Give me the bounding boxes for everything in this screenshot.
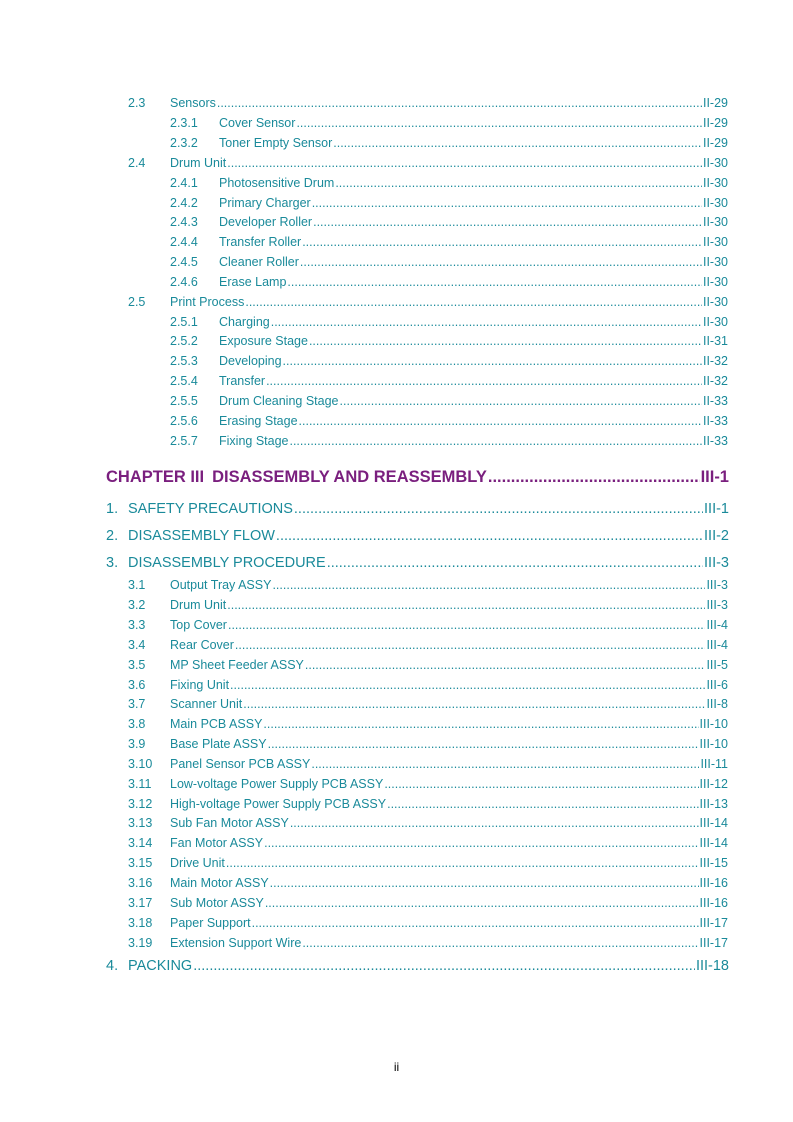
toc-entry-title: High-voltage Power Supply PCB ASSY (170, 797, 387, 811)
dot-leader (290, 816, 699, 830)
toc-entry[interactable] (106, 528, 729, 544)
toc-entry-number: 3.9 (128, 737, 146, 751)
toc-entry-number: 2.5.3 (170, 354, 198, 368)
dot-leader (193, 958, 695, 974)
toc-entry-page: II-33 (702, 394, 728, 408)
dot-leader (287, 275, 702, 289)
toc-entry[interactable] (128, 658, 728, 672)
toc-entry[interactable] (128, 697, 728, 711)
toc-entry-number: 2.4.4 (170, 235, 198, 249)
toc-entry[interactable] (128, 757, 728, 771)
toc-entry-title: Fan Motor ASSY (170, 836, 264, 850)
toc-entry-page: III-4 (706, 638, 728, 652)
toc-entry-page: III-14 (699, 816, 728, 830)
toc-entry-title: Paper Support (170, 916, 251, 930)
toc-entry-page: II-30 (702, 275, 728, 289)
toc-entry-page: II-33 (702, 414, 728, 428)
dot-leader (270, 876, 699, 890)
toc-entry[interactable] (128, 578, 728, 592)
toc-entry-page: III-1 (704, 501, 729, 517)
toc-entry[interactable] (128, 896, 728, 910)
toc-entry[interactable] (128, 598, 728, 612)
toc-entry-number: CHAPTER III (106, 468, 205, 486)
toc-entry-title: Low-voltage Power Supply PCB ASSY (170, 777, 384, 791)
toc-entry[interactable] (128, 618, 728, 632)
toc-entry-title: Primary Charger (219, 196, 311, 210)
toc-entry[interactable] (128, 96, 728, 110)
toc-entry-number: 2. (106, 528, 119, 544)
toc-entry[interactable] (170, 394, 728, 408)
toc-entry-number: 2.4.3 (170, 215, 198, 229)
toc-entry-title: MP Sheet Feeder ASSY (170, 658, 304, 672)
dot-leader (302, 936, 698, 950)
toc-entry-title: Exposure Stage (219, 334, 308, 348)
toc-entry-page: II-30 (702, 235, 728, 249)
dot-leader (327, 555, 703, 571)
toc-entry-number: 3.3 (128, 618, 146, 632)
dot-leader (230, 678, 705, 692)
toc-entry-page: II-30 (702, 156, 728, 170)
toc-entry-number: 2.5.2 (170, 334, 198, 348)
toc-entry-title: Transfer (219, 374, 266, 388)
toc-entry[interactable] (170, 215, 728, 229)
toc-entry-number: 3.18 (128, 916, 153, 930)
toc-entry-number: 3.12 (128, 797, 153, 811)
toc-entry-number: 2.3.1 (170, 116, 198, 130)
toc-entry-page: III-16 (699, 876, 728, 890)
dot-leader (340, 394, 702, 408)
toc-entry-number: 3.4 (128, 638, 146, 652)
toc-entry-number: 2.5 (128, 295, 146, 309)
toc-entry[interactable] (128, 856, 728, 870)
toc-entry-number: 3.16 (128, 876, 153, 890)
toc-entry[interactable] (128, 816, 728, 830)
toc-entry-title: Developing (219, 354, 282, 368)
toc-entry-number: 2.4 (128, 156, 146, 170)
toc-entry-page: III-11 (700, 757, 728, 771)
toc-entry-page: II-30 (702, 295, 728, 309)
dot-leader (263, 717, 698, 731)
toc-entry-page: III-15 (699, 856, 728, 870)
dot-leader (311, 757, 699, 771)
toc-entry-title: Print Process (170, 295, 245, 309)
toc-entry-title: DISASSEMBLY PROCEDURE (128, 555, 326, 571)
toc-entry-title: Transfer Roller (219, 235, 302, 249)
toc-entry[interactable] (106, 958, 729, 974)
toc-entry-page: III-6 (706, 678, 728, 692)
toc-entry-title: PACKING (128, 958, 193, 974)
toc-entry-title: Drum Unit (170, 156, 227, 170)
dot-leader (333, 136, 702, 150)
toc-entry-title: DISASSEMBLY AND REASSEMBLY (212, 468, 487, 486)
dot-leader (227, 156, 702, 170)
toc-entry-title: Sub Fan Motor ASSY (170, 816, 289, 830)
dot-leader (226, 856, 699, 870)
dot-leader (294, 501, 703, 517)
toc-entry[interactable] (170, 116, 728, 130)
toc-entry-page: III-10 (699, 717, 728, 731)
dot-leader (217, 96, 702, 110)
toc-entry-title: Drive Unit (170, 856, 225, 870)
toc-entry-number: 3.14 (128, 836, 153, 850)
toc-entry-page: III-14 (699, 836, 728, 850)
toc-entry[interactable] (128, 797, 728, 811)
toc-entry-page: II-29 (702, 96, 728, 110)
toc-entry-number: 3.17 (128, 896, 153, 910)
toc-entry[interactable] (128, 876, 728, 890)
dot-leader (387, 797, 698, 811)
dot-leader (271, 315, 702, 329)
toc-entry[interactable] (170, 176, 728, 190)
toc-entry-number: 3.13 (128, 816, 153, 830)
toc-entry[interactable] (106, 555, 729, 571)
toc-entry-number: 3.7 (128, 697, 146, 711)
toc-entry-number: 2.5.5 (170, 394, 198, 408)
toc-entry-number: 3.6 (128, 678, 146, 692)
toc-entry-page: III-3 (706, 578, 728, 592)
toc-entry-page: II-29 (702, 116, 728, 130)
toc-entry-page: II-30 (702, 315, 728, 329)
toc-entry-number: 2.5.1 (170, 315, 198, 329)
dot-leader (309, 334, 702, 348)
toc-entry[interactable] (128, 678, 728, 692)
toc-entry-title: Photosensitive Drum (219, 176, 335, 190)
toc-entry-title: Extension Support Wire (170, 936, 302, 950)
toc-entry-page: III-16 (699, 896, 728, 910)
page-number: ii (393, 1060, 400, 1074)
toc-entry-page: II-31 (702, 334, 728, 348)
toc-entry-title: Base Plate ASSY (170, 737, 267, 751)
dot-leader (313, 215, 702, 229)
toc-entry-number: 2.4.1 (170, 176, 198, 190)
toc-entry-title: Panel Sensor PCB ASSY (170, 757, 311, 771)
toc-entry[interactable] (128, 916, 728, 930)
toc-entry-number: 1. (106, 501, 119, 517)
toc-entry-title: Main Motor ASSY (170, 876, 269, 890)
dot-leader (228, 618, 705, 632)
toc-entry[interactable] (106, 501, 729, 517)
toc-entry-title: Sub Motor ASSY (170, 896, 264, 910)
dot-leader (312, 196, 702, 210)
toc-entry-page: II-30 (702, 196, 728, 210)
toc-entry[interactable] (128, 717, 728, 731)
dot-leader (335, 176, 702, 190)
dot-leader (235, 638, 706, 652)
toc-entry-title: Charging (219, 315, 270, 329)
toc-entry[interactable] (128, 936, 728, 950)
toc-entry-title: Cleaner Roller (219, 255, 299, 269)
toc-entry-title: Toner Empty Sensor (219, 136, 333, 150)
toc-entry-page: II-29 (702, 136, 728, 150)
toc-entry-number: 2.3 (128, 96, 146, 110)
toc-entry[interactable] (106, 468, 729, 487)
toc-entry[interactable] (170, 235, 728, 249)
toc-entry-title: Drum Unit (170, 598, 227, 612)
toc-entry-number: 3.5 (128, 658, 146, 672)
toc-entry-title: Cover Sensor (219, 116, 296, 130)
dot-leader (305, 658, 706, 672)
toc-entry-page: III-17 (699, 916, 728, 930)
toc-entry[interactable] (170, 414, 728, 428)
toc-entry-title: Developer Roller (219, 215, 313, 229)
toc-entry-title: Drum Cleaning Stage (219, 394, 339, 408)
dot-leader (384, 777, 698, 791)
toc-entry-page: III-3 (704, 555, 729, 571)
dot-leader (268, 737, 699, 751)
toc-entry[interactable] (170, 334, 728, 348)
toc-entry[interactable] (170, 275, 728, 289)
toc-entry[interactable] (170, 354, 728, 368)
toc-entry-page: III-1 (700, 468, 729, 486)
toc-entry-number: 3.1 (128, 578, 146, 592)
dot-leader (296, 116, 702, 130)
dot-leader (276, 528, 703, 544)
toc-entry-page: III-5 (706, 658, 728, 672)
toc-entry-number: 2.5.4 (170, 374, 198, 388)
toc-entry[interactable] (170, 434, 728, 448)
dot-leader (488, 468, 700, 487)
toc-entry[interactable] (128, 156, 728, 170)
toc-entry-title: Fixing Unit (170, 678, 230, 692)
toc-entry-page: II-30 (702, 255, 728, 269)
toc-entry-title: Output Tray ASSY (170, 578, 272, 592)
toc-entry-number: 4. (106, 958, 119, 974)
toc-entry-page: III-17 (699, 936, 728, 950)
toc-entry[interactable] (170, 196, 728, 210)
toc-entry-number: 2.4.2 (170, 196, 198, 210)
dot-leader (302, 235, 702, 249)
toc-entry-title: Erasing Stage (219, 414, 298, 428)
toc-entry-page: III-8 (706, 697, 728, 711)
toc-entry-page: II-32 (702, 354, 728, 368)
toc-entry-number: 3.19 (128, 936, 153, 950)
dot-leader (245, 295, 702, 309)
toc-entry-number: 2.4.5 (170, 255, 198, 269)
toc-entry-title: Sensors (170, 96, 216, 110)
dot-leader (283, 354, 702, 368)
toc-entry[interactable] (128, 737, 728, 751)
toc-entry[interactable] (170, 315, 728, 329)
toc-entry-number: 2.3.2 (170, 136, 198, 150)
toc-entry-title: Scanner Unit (170, 697, 243, 711)
toc-entry-title: Main PCB ASSY (170, 717, 263, 731)
toc-entry[interactable] (128, 777, 728, 791)
toc-entry[interactable] (170, 136, 728, 150)
toc-entry[interactable] (128, 638, 728, 652)
toc-entry-number: 3.2 (128, 598, 146, 612)
toc-entry-title: SAFETY PRECAUTIONS (128, 501, 293, 517)
dot-leader (265, 896, 699, 910)
toc-entry[interactable] (128, 836, 728, 850)
toc-entry-title: Fixing Stage (219, 434, 289, 448)
toc-entry-number: 3.10 (128, 757, 153, 771)
toc-entry-number: 3.11 (128, 777, 152, 791)
toc-entry-number: 3. (106, 555, 119, 571)
toc-entry-number: 2.5.6 (170, 414, 198, 428)
toc-entry-page: III-2 (704, 528, 729, 544)
toc-entry-title: Top Cover (170, 618, 227, 632)
toc-entry[interactable] (128, 295, 728, 309)
toc-entry-title: Erase Lamp (219, 275, 287, 289)
dot-leader (289, 434, 702, 448)
toc-entry-title: DISASSEMBLY FLOW (128, 528, 275, 544)
toc-entry[interactable] (170, 374, 728, 388)
toc-entry-page: II-33 (702, 434, 728, 448)
dot-leader (252, 916, 699, 930)
dot-leader (299, 414, 702, 428)
dot-leader (272, 578, 705, 592)
toc-entry-page: III-4 (706, 618, 728, 632)
toc-entry-page: III-13 (699, 797, 728, 811)
dot-leader (243, 697, 705, 711)
dot-leader (266, 374, 702, 388)
toc-entry-number: 2.5.7 (170, 434, 198, 448)
toc-entry-page: III-12 (699, 777, 728, 791)
dot-leader (227, 598, 705, 612)
toc-entry[interactable] (170, 255, 728, 269)
toc-entry-page: III-10 (699, 737, 728, 751)
toc-entry-page: III-3 (706, 598, 728, 612)
toc-entry-page: III-18 (695, 958, 729, 974)
toc-entry-page: II-30 (702, 215, 728, 229)
toc-entry-page: II-30 (702, 176, 728, 190)
dot-leader (264, 836, 698, 850)
toc-entry-title: Rear Cover (170, 638, 234, 652)
dot-leader (300, 255, 702, 269)
toc-entry-number: 3.15 (128, 856, 153, 870)
toc-entry-number: 2.4.6 (170, 275, 198, 289)
toc-entry-page: II-32 (702, 374, 728, 388)
toc-entry-number: 3.8 (128, 717, 146, 731)
